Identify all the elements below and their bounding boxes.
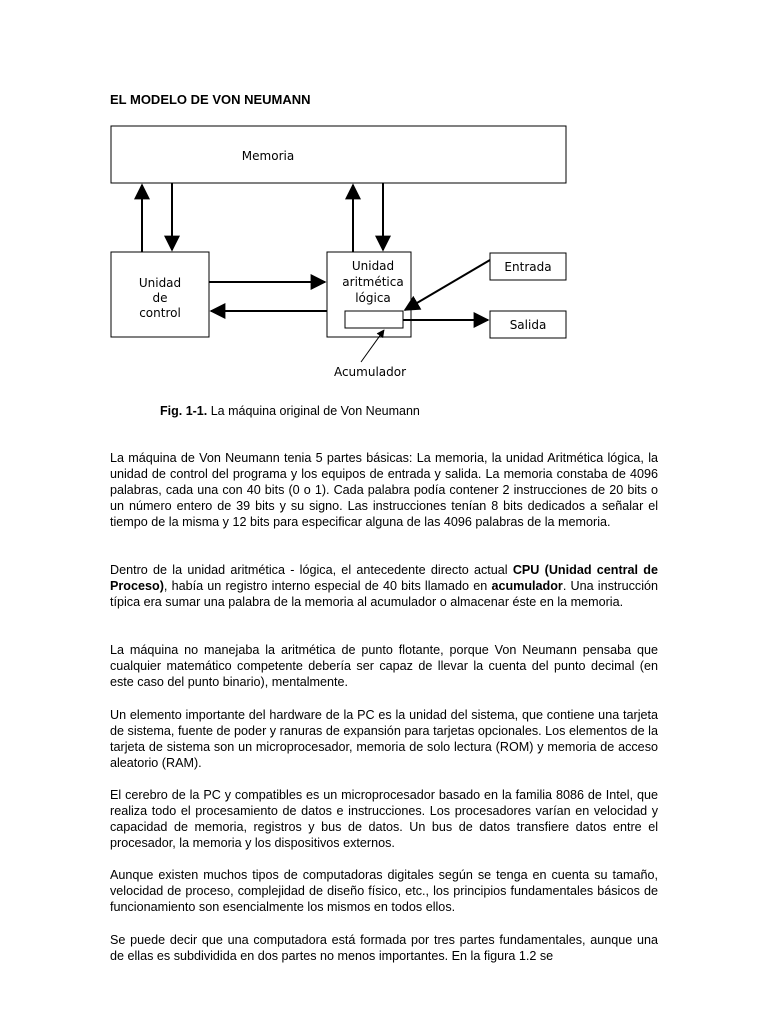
memory-label: Memoria (241, 149, 295, 163)
figure-caption (160, 404, 420, 418)
arrow-input-to-accumulator (405, 260, 490, 310)
paragraph-5: El cerebro de la PC y compatibles es un microprocesador basado en la familia 8086 de Intel, que realiza todo el procesamiento de datos e instrucciones. Los procesadores varían en velocidad y capacidad de memoria, registros y bus de datos. Un bus de datos transfiere datos entre el procesador, la memoria y los dispositivos externos. (110, 788, 658, 850)
control-unit-label-1: Unidad (138, 276, 182, 290)
paragraph-2-part-a: Dentro de la unidad aritmética - lógica, el antecedente directo actual (110, 563, 513, 577)
paragraph-2-cpu-term: CPU (Unidad central de Proceso) (110, 563, 658, 593)
accumulator-register (345, 311, 403, 328)
figure-caption-label: Fig. 1-1. (160, 404, 208, 418)
control-unit-label-3: control (139, 306, 181, 320)
paragraph-2-part-c: , había un registro interno especial de 40 bits llamado en (163, 579, 492, 593)
von-neumann-diagram (0, 0, 768, 400)
memory-box (111, 126, 566, 183)
alu-label-1: Unidad (351, 259, 395, 273)
control-unit-label-2: de (152, 291, 168, 305)
paragraph-6: Aunque existen muchos tipos de computadoras digitales según se tenga en cuenta su tamaño, velocidad de proceso, complejidad de diseño físico, etc., los principios fundamentales básicos de funcionamiento son esencialmente los mismos en todos ellos. (110, 868, 658, 914)
paragraph-3: La máquina no manejaba la aritmética de punto flotante, porque Von Neumann pensaba que cualquier matemático competente debería ser capaz de llevar la cuenta del punto decimal (en este caso del punto binario), mentalmente. (110, 643, 658, 689)
paragraph-4: Un elemento importante del hardware de la PC es la unidad del sistema, que contiene una tarjeta de sistema, fuente de poder y ranuras de expansión para tarjetas opcionales. Los elementos de la tarjeta de sistema son un microprocesador, memoria de solo lectura (ROM) y memoria de acceso aleatorio (RAM). (110, 708, 658, 770)
paragraph-2-part-e: . Una instrucción típica era sumar una palabra de la memoria al acumulador o almacenar éste en la memoria. (110, 579, 659, 609)
alu-label-2: aritmética (342, 275, 404, 289)
figure-caption-text: La máquina original de Von Neumann (207, 404, 420, 418)
paragraph-7: Se puede decir que una computadora está formada por tres partes fundamentales, aunque una de ellas es subdividida en dos partes no menos importantes. En la figura 1.2 se (110, 933, 658, 963)
paragraph-1: La máquina de Von Neumann tenia 5 partes básicas: La memoria, la unidad Aritmética lógica, la unidad de control del programa y los equipos de entrada y salida. La memoria constaba de 4096 palabras, cada una con 40 bits (0 o 1). Cada palabra podía contener 2 instrucciones de 20 bits o un número entero de 39 bits y su signo. Las instrucciones tenían 8 bits dedicados a señalar el tiempo de la misma y 12 bits para especificar alguna de las 4096 palabras de la memoria. (110, 451, 658, 529)
page-title: EL MODELO DE VON NEUMANN (110, 92, 311, 107)
paragraph-2 (110, 562, 658, 610)
paragraph-2-accumulator-term: acumulador (491, 579, 563, 593)
accumulator-label: Acumulador (333, 365, 407, 379)
output-label: Salida (509, 318, 547, 332)
input-label: Entrada (504, 260, 552, 274)
alu-label-3: lógica (355, 291, 391, 305)
